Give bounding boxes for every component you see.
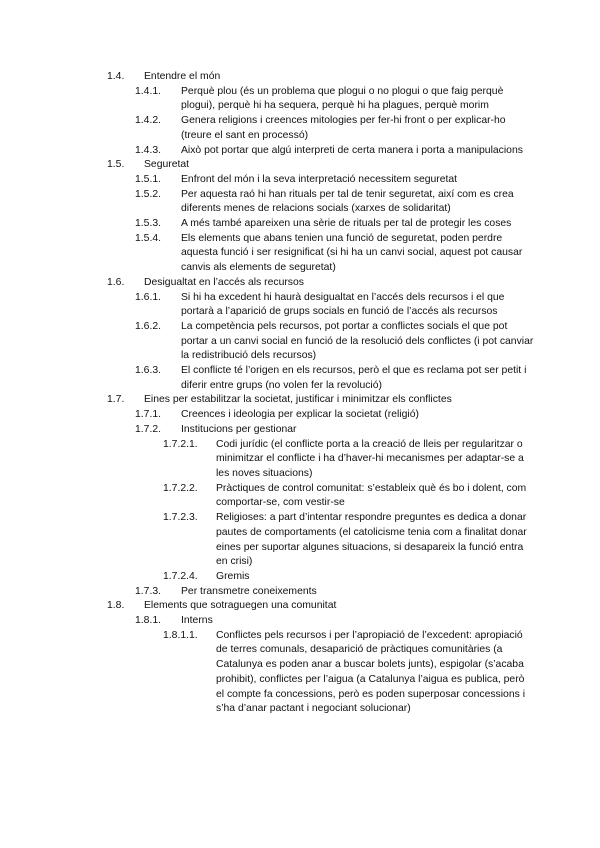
outline-number: 1.4.	[107, 71, 125, 82]
outline-item-1-4-2	[0, 114, 600, 143]
outline-number: 1.5.3.	[135, 218, 161, 230]
outline-number: 1.7.1.	[135, 409, 161, 421]
outline-item-1-7	[0, 393, 600, 408]
outline-text: El conflicte té l’origen en els recursos, però el que es reclama pot ser petit i diferir entre grups (no volen fer la revolució)	[181, 365, 527, 391]
outline-number: 1.8.1.1.	[163, 629, 198, 641]
outline-text: Per transmetre coneixements	[181, 585, 317, 597]
outline-text: Religioses: a part d’intentar respondre preguntes es dedica a donar pautes de comportaments (el catolicisme tenia com a finalitat donar eines per suportar algunes situacions, si desapareix la funció entra en crisi)	[216, 512, 527, 568]
outline-item-1-4	[0, 70, 600, 85]
outline-number: 1.6.2.	[135, 320, 161, 332]
outline-text: Seguretat	[144, 159, 190, 171]
outline-item-1-4-1	[0, 85, 600, 114]
outline-text: Elements que sotraguegen una comunitat	[144, 600, 337, 612]
outline-text: Gremis	[216, 570, 250, 582]
outline-item-1-8-1-1	[0, 629, 600, 717]
outline-item-1-7-2	[0, 423, 600, 438]
outline-item-1-5-4	[0, 232, 600, 276]
outline-text: Entendre el món	[144, 71, 221, 82]
outline-text: Genera religions i creences mitologies per fer-hi front o per explicar-ho (treure el sant en processó)	[181, 115, 506, 141]
outline-item-1-8-1	[0, 614, 600, 629]
outline-number: 1.7.2.	[135, 423, 161, 435]
outline-number: 1.7.3.	[135, 585, 161, 597]
outline-item-1-5-2	[0, 188, 600, 217]
outline-text: Per aquesta raó hi han rituals per tal de tenir seguretat, així com es crea diferents menes de relacions socials (xarxes de solidaritat)	[181, 188, 514, 215]
outline-item-1-7-2-1	[0, 438, 600, 482]
outline-text: Interns	[181, 615, 213, 627]
outline-item-1-5-1	[0, 173, 600, 188]
document-page	[0, 70, 600, 717]
outline-item-1-6-3	[0, 364, 600, 393]
outline-number: 1.4.1.	[135, 85, 161, 97]
outline-text: La competència pels recursos, pot portar a conflictes socials el que pot portar a un canvi social en funció de la resolució dels conflictes (i pot canviar la redistribució dels recursos)	[181, 320, 534, 362]
outline-number: 1.6.	[107, 276, 125, 288]
outline-item-1-4-3	[0, 144, 600, 159]
outline-item-1-5	[0, 158, 600, 173]
outline-item-1-7-2-2	[0, 482, 600, 511]
outline-number: 1.7.2.4.	[163, 570, 198, 582]
outline-number: 1.8.1.	[135, 615, 161, 627]
outline-text: Codi jurídic (el conflicte porta a la creació de lleis per regularitzar o minimitzar el conflicte i ha d’haver-hi mecanismes per adaptar-se a les noves situacions)	[216, 438, 524, 479]
outline-item-1-6	[0, 276, 600, 291]
outline-text: Si hi ha excedent hi haurà desigualtat en l’accés dels recursos i el que portarà a l’aparició de grups socials en funció de l’accés als recursos	[181, 291, 505, 318]
outline-text: Conflictes pels recursos i per l’apropiació de l’excedent: apropiació de terres comunals, desaparició de pràctiques comunitàries (a Catalunya es poden anar a buscar bolets junts), espigolar (s’acaba prohibit), conflictes per l’aigua (a Catalunya l’aigua es publica, però el compte fa concessions, però es poden superposar concessions i s’ha d’anar pactant i negociant solucionar)	[216, 629, 526, 715]
outline-text: Perquè plou (és un problema que plogui o no plogui o que faig perquè plogui), perquè hi ha sequera, perquè hi ha plagues, perquè morim	[181, 85, 504, 112]
outline-text: Institucions per gestionar	[181, 423, 297, 435]
outline-text: Els elements que abans tenien una funció de seguretat, poden perdre aquesta funció i ser resignificat (si hi ha un canvi social, aquest pot causar canvis als elements de seguretat)	[181, 232, 523, 274]
outline-number: 1.7.2.2.	[163, 482, 198, 494]
outline-item-1-7-2-3	[0, 511, 600, 570]
outline-number: 1.6.1.	[135, 291, 161, 303]
outline-text: Enfront del món i la seva interpretació necessitem seguretat	[181, 173, 458, 185]
outline-number: 1.5.4.	[135, 232, 161, 244]
outline-item-1-5-3	[0, 217, 600, 232]
outline-text: Desigualtat en l’accés als recursos	[144, 276, 304, 288]
outline-text: Pràctiques de control comunitat: s’estableix què és bo i dolent, com comportar-se, com vestir-se	[216, 482, 527, 509]
outline-number: 1.4.2.	[135, 115, 161, 127]
outline-text: Eines per estabilitzar la societat, justificar i minimitzar els conflictes	[144, 394, 452, 406]
outline-item-1-6-1	[0, 291, 600, 320]
outline-item-1-8	[0, 599, 600, 614]
outline-item-1-7-2-4	[0, 570, 600, 585]
outline-item-1-7-1	[0, 408, 600, 423]
outline-number: 1.5.	[107, 159, 125, 171]
outline-number: 1.8.	[107, 600, 125, 612]
outline-text: A més també apareixen una sèrie de rituals per tal de protegir les coses	[181, 218, 512, 230]
outline-number: 1.7.2.3.	[163, 512, 198, 524]
outline-item-1-6-2	[0, 320, 600, 364]
outline-number: 1.7.	[107, 394, 125, 406]
outline-item-1-7-3	[0, 585, 600, 600]
outline-number: 1.4.3.	[135, 144, 161, 156]
outline-text: Això pot portar que algú interpreti de certa manera i porta a manipulacions	[181, 144, 523, 156]
outline-number: 1.6.3.	[135, 365, 161, 377]
outline-text: Creences i ideologia per explicar la societat (religió)	[181, 409, 419, 421]
outline-number: 1.5.2.	[135, 188, 161, 200]
outline-number: 1.5.1.	[135, 173, 161, 185]
outline-number: 1.7.2.1.	[163, 438, 198, 450]
